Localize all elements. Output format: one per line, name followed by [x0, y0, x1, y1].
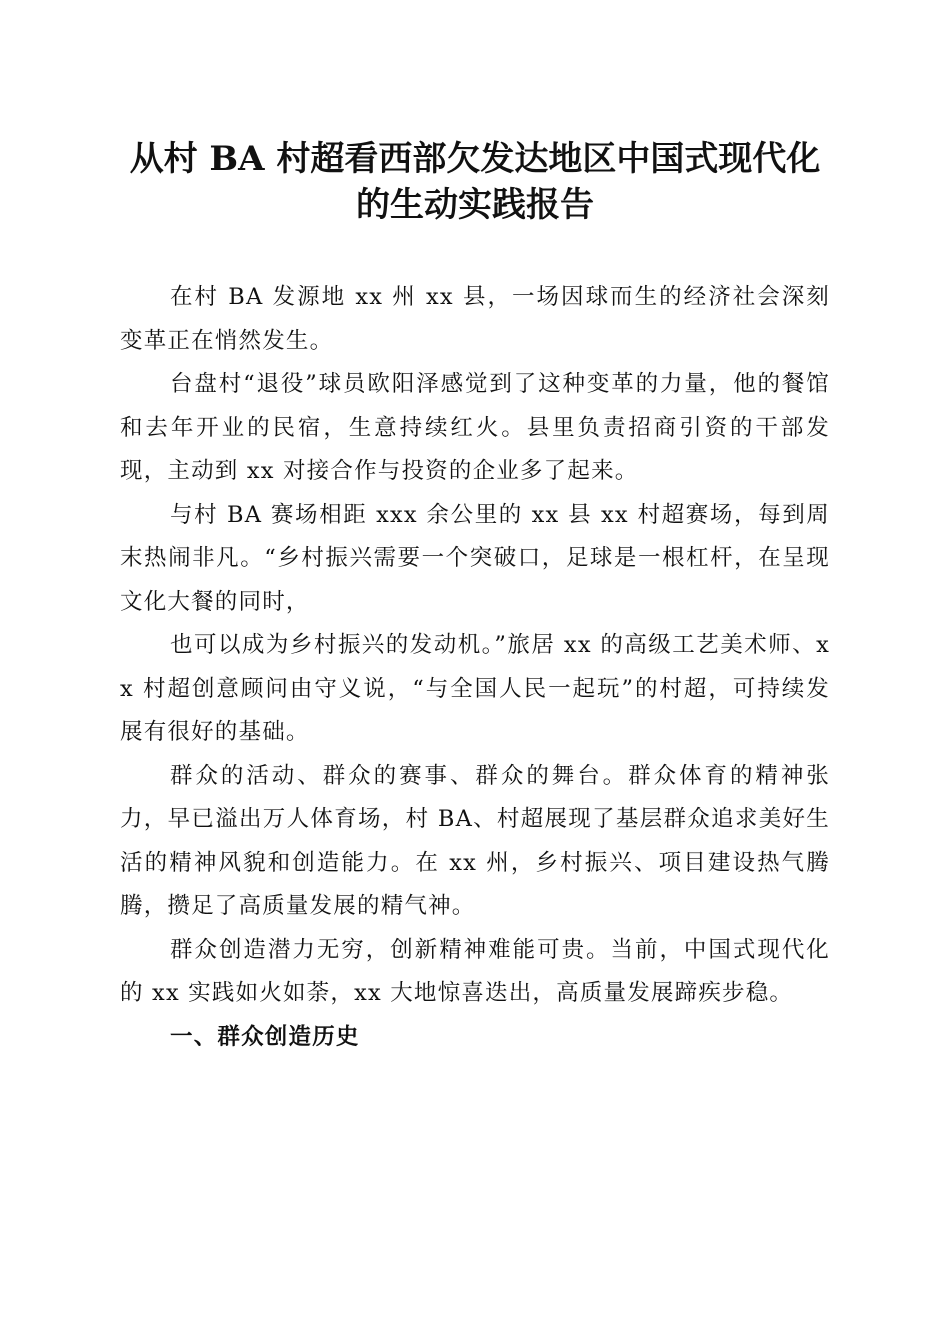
paragraph-1: 在村 BA 发源地 xx 州 xx 县，一场因球而生的经济社会深刻变革正在悄然发生。 — [120, 284, 830, 354]
title-line-2: 的生动实践报告 — [356, 185, 594, 225]
title-line-1: 从村 BA 村超看西部欠发达地区中国式现代化 — [129, 139, 821, 179]
section-heading: 一、群众创造历史 — [170, 1023, 360, 1050]
paragraph-2: 台盘村“退役”球员欧阳泽感觉到了这种变革的力量，他的餐馆和去年开业的民宿，生意持续红火。县里负责招商引资的干部发现，主动到 xx 对接合作与投资的企业多了起来。 — [120, 371, 830, 484]
paragraph-3: 与村 BA 赛场相距 xxx 余公里的 xx 县 xx 村超赛场，每到周末热闹非凡。“乡村振兴需要一个突破口，足球是一根杠杆，在呈现文化大餐的同时， — [120, 501, 830, 615]
paragraph-6: 群众创造潜力无穷，创新精神难能可贵。当前，中国式现代化的 xx 实践如火如荼，xx 大地惊喜迭出，高质量发展蹄疾步稳。 — [120, 936, 830, 1006]
paragraph-4: 也可以成为乡村振兴的发动机。”旅居 xx 的高级工艺美术师、xx 村超创意顾问由守义说，“与全国人民一起玩”的村超，可持续发展有很好的基础。 — [120, 632, 830, 745]
document-body — [120, 276, 830, 1059]
paragraph-5: 群众的活动、群众的赛事、群众的舞台。群众体育的精神张力，早已溢出万人体育场，村 BA、村超展现了基层群众追求美好生活的精神风貌和创造能力。在 xx 州，乡村振兴、项目建设热气腾腾，攒足了高质量发展的精气神。 — [120, 762, 830, 919]
document-title — [100, 136, 850, 228]
